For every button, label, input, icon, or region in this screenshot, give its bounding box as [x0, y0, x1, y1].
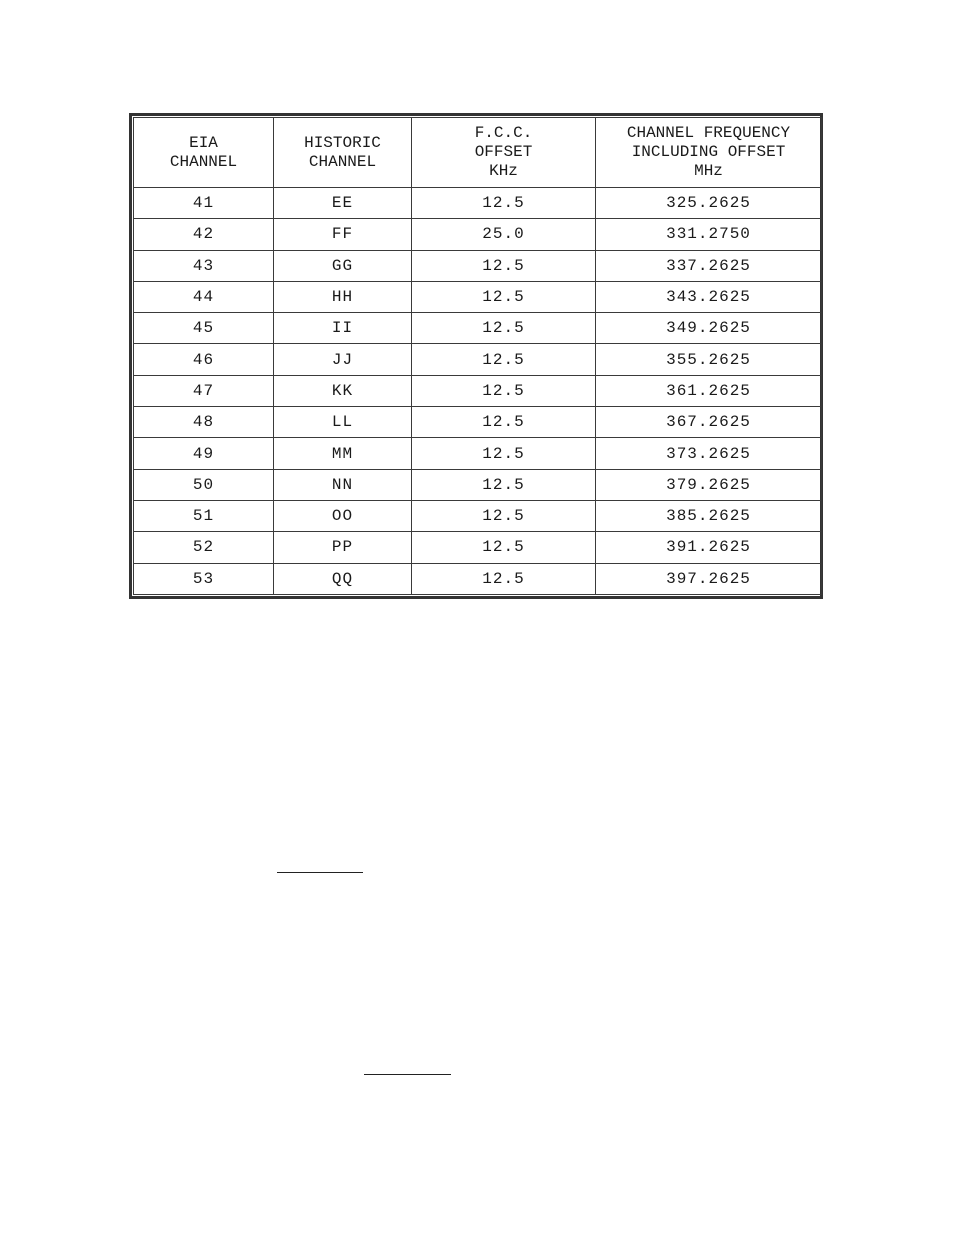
table-row	[134, 532, 822, 563]
header-eia-channel	[134, 118, 274, 188]
table-row	[134, 407, 822, 438]
cell-channel-frequency: 355.2625	[596, 344, 822, 375]
header-line: KHz	[489, 162, 518, 180]
table-row	[134, 375, 822, 406]
header-channel-frequency	[596, 118, 822, 188]
header-line: INCLUDING OFFSET	[631, 143, 786, 161]
cell-channel-frequency: 397.2625	[596, 563, 822, 594]
cell-fcc-offset: 12.5	[412, 281, 596, 312]
header-line: HISTORIC	[304, 133, 381, 152]
header-line: MHz	[694, 162, 723, 180]
cell-historic-channel: NN	[274, 469, 412, 500]
cell-fcc-offset: 12.5	[412, 250, 596, 281]
cell-eia-channel: 44	[134, 281, 274, 312]
cell-historic-channel: GG	[274, 250, 412, 281]
cell-historic-channel: OO	[274, 500, 412, 531]
table-row	[134, 500, 822, 531]
cell-historic-channel: JJ	[274, 344, 412, 375]
cell-channel-frequency: 367.2625	[596, 407, 822, 438]
cell-historic-channel: HH	[274, 281, 412, 312]
table-row	[134, 313, 822, 344]
table-row	[134, 438, 822, 469]
cell-fcc-offset: 12.5	[412, 344, 596, 375]
cell-fcc-offset: 12.5	[412, 188, 596, 219]
cell-eia-channel: 41	[134, 188, 274, 219]
table-row	[134, 344, 822, 375]
header-historic-channel	[274, 118, 412, 188]
cell-fcc-offset: 12.5	[412, 313, 596, 344]
cell-channel-frequency: 391.2625	[596, 532, 822, 563]
cell-historic-channel: II	[274, 313, 412, 344]
table-row	[134, 219, 822, 250]
blank-underline-2	[364, 1074, 451, 1075]
cell-fcc-offset: 12.5	[412, 532, 596, 563]
cell-eia-channel: 50	[134, 469, 274, 500]
header-line: OFFSET	[474, 143, 533, 161]
table-row	[134, 188, 822, 219]
header-fcc-offset	[412, 118, 596, 188]
cell-channel-frequency: 373.2625	[596, 438, 822, 469]
cell-eia-channel: 52	[134, 532, 274, 563]
channel-frequency-table	[133, 117, 822, 595]
cell-channel-frequency: 349.2625	[596, 313, 822, 344]
cell-historic-channel: FF	[274, 219, 412, 250]
cell-eia-channel: 53	[134, 563, 274, 594]
cell-historic-channel: QQ	[274, 563, 412, 594]
cell-channel-frequency: 361.2625	[596, 375, 822, 406]
cell-eia-channel: 45	[134, 313, 274, 344]
cell-channel-frequency: 379.2625	[596, 469, 822, 500]
cell-fcc-offset: 25.0	[412, 219, 596, 250]
cell-eia-channel: 43	[134, 250, 274, 281]
cell-historic-channel: LL	[274, 407, 412, 438]
table-row	[134, 281, 822, 312]
cell-eia-channel: 47	[134, 375, 274, 406]
table-row	[134, 250, 822, 281]
cell-fcc-offset: 12.5	[412, 500, 596, 531]
cell-channel-frequency: 343.2625	[596, 281, 822, 312]
cell-fcc-offset: 12.5	[412, 375, 596, 406]
cell-fcc-offset: 12.5	[412, 438, 596, 469]
cell-historic-channel: PP	[274, 532, 412, 563]
cell-historic-channel: EE	[274, 188, 412, 219]
table-header-row	[134, 118, 822, 188]
cell-channel-frequency: 385.2625	[596, 500, 822, 531]
cell-fcc-offset: 12.5	[412, 407, 596, 438]
cell-eia-channel: 46	[134, 344, 274, 375]
header-line: EIA	[189, 133, 218, 152]
header-line: CHANNEL	[308, 152, 377, 171]
cell-channel-frequency: 325.2625	[596, 188, 822, 219]
cell-fcc-offset: 12.5	[412, 469, 596, 500]
blank-underline-1	[277, 872, 363, 873]
cell-historic-channel: KK	[274, 375, 412, 406]
cell-channel-frequency: 337.2625	[596, 250, 822, 281]
cell-eia-channel: 49	[134, 438, 274, 469]
header-line: CHANNEL	[169, 152, 238, 171]
table-row	[134, 563, 822, 594]
cell-eia-channel: 51	[134, 500, 274, 531]
header-line: F.C.C.	[474, 124, 533, 142]
cell-fcc-offset: 12.5	[412, 563, 596, 594]
cell-eia-channel: 48	[134, 407, 274, 438]
channel-table-frame	[129, 113, 823, 599]
table-row	[134, 469, 822, 500]
header-line: CHANNEL FREQUENCY	[626, 124, 791, 142]
cell-channel-frequency: 331.2750	[596, 219, 822, 250]
cell-historic-channel: MM	[274, 438, 412, 469]
cell-eia-channel: 42	[134, 219, 274, 250]
